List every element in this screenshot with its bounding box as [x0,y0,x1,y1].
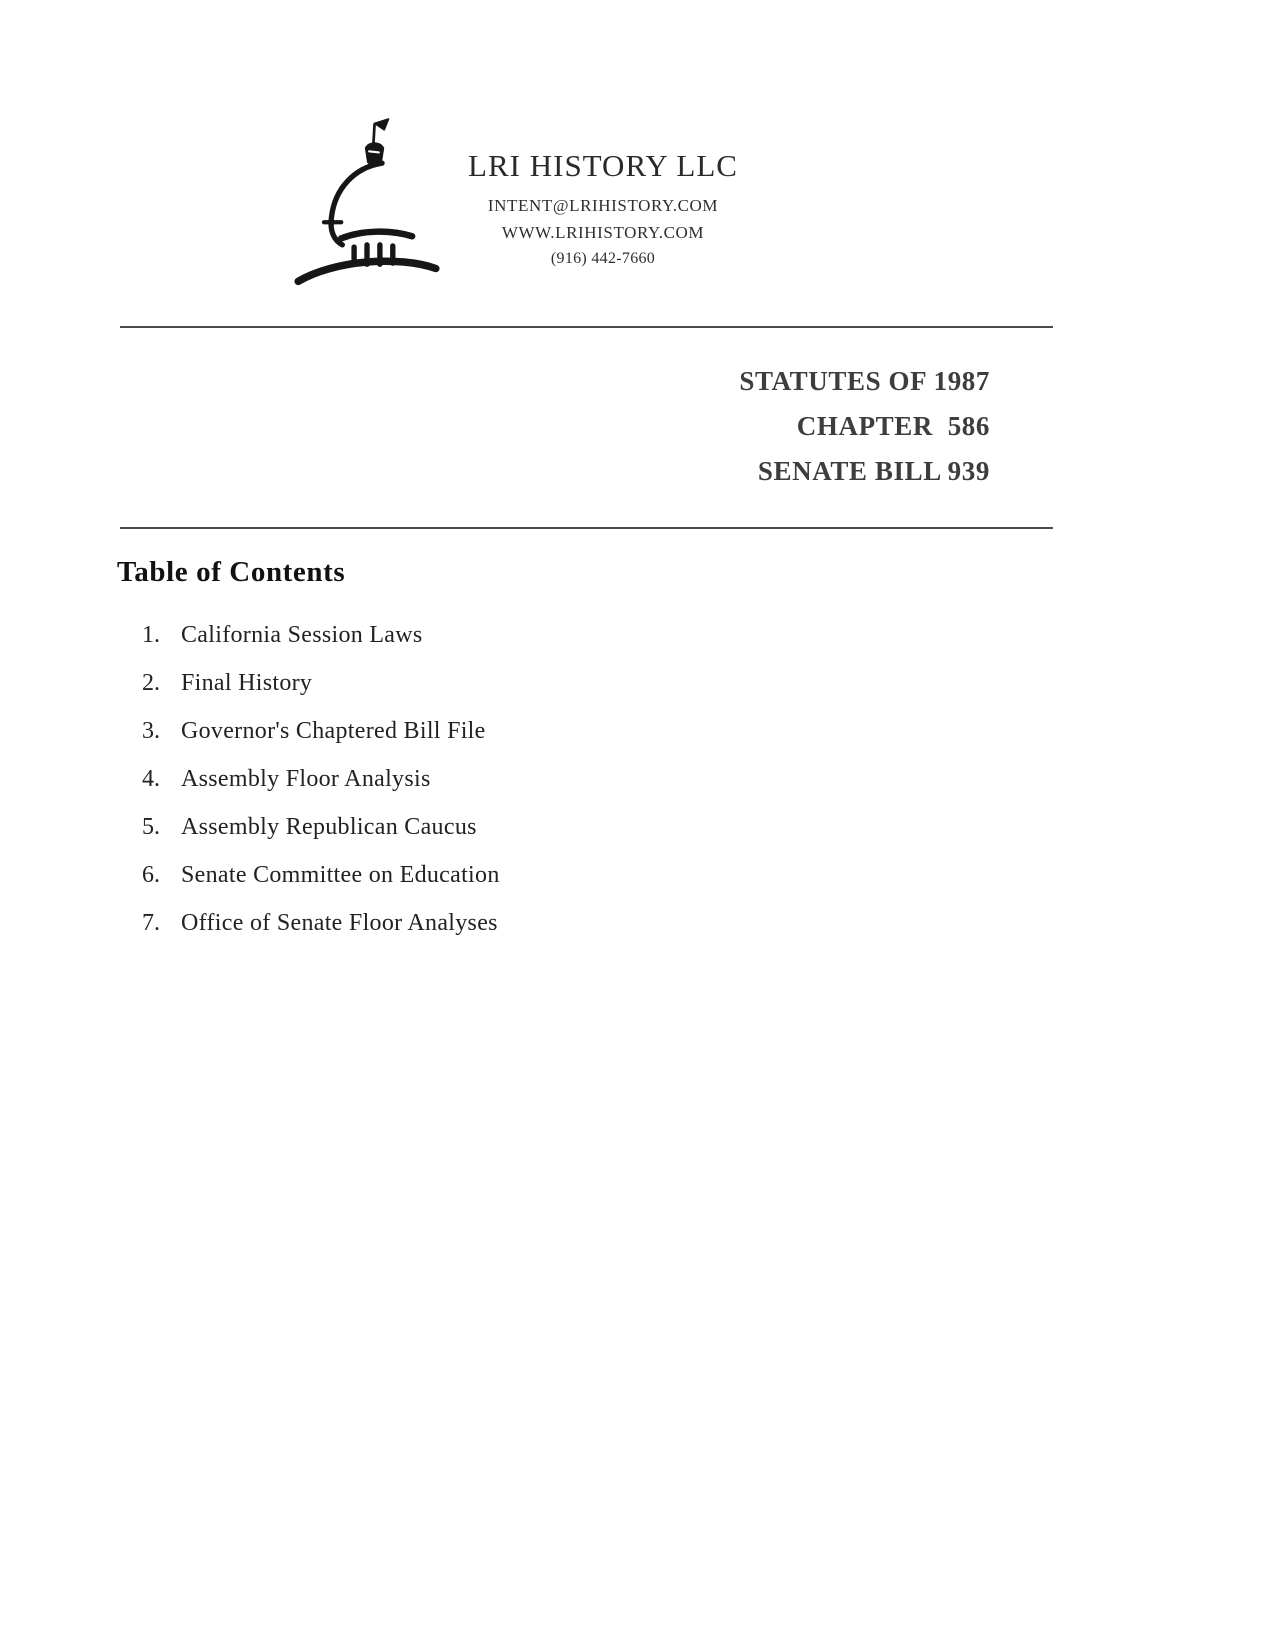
company-name: LRI HISTORY LLC [468,148,738,183]
statute-title-block [0,366,990,501]
logo-base-swoosh [298,261,436,281]
toc-item [142,862,500,889]
toc-item-number: 4. [142,766,160,792]
logo-flag [375,119,389,130]
toc-item-number: 7. [142,910,160,936]
logo-cupola-highlight [369,151,379,152]
toc-item [142,910,500,937]
logo-entablature [341,232,412,239]
toc-heading: Table of Contents [117,556,346,588]
toc-item-label: Office of Senate Floor Analyses [181,910,498,936]
letterhead [436,148,770,268]
toc-item [142,718,500,745]
toc-item-number: 2. [142,670,160,696]
capitol-logo-icon [288,118,446,290]
toc-item-label: Final History [181,670,313,696]
toc-item [142,622,500,649]
toc-item [142,814,500,841]
toc-list [142,622,500,958]
toc-item [142,670,500,697]
toc-item [142,766,500,793]
logo-flag-pole [373,124,374,143]
divider-top [120,326,1053,328]
toc-item-number: 6. [142,862,160,888]
toc-item-label: Assembly Floor Analysis [181,766,431,792]
toc-item-label: California Session Laws [181,622,423,648]
company-website: WWW.LRIHISTORY.COM [501,223,705,242]
statutes-year-line: STATUTES OF 1987 [739,366,990,396]
toc-item-label: Governor's Chaptered Bill File [181,718,486,744]
toc-item-number: 1. [142,622,160,648]
chapter-line: CHAPTER 586 [796,411,990,441]
company-phone: (916) 442-7660 [550,250,656,267]
toc-item-label: Assembly Republican Caucus [181,814,477,840]
divider-bottom [120,527,1053,529]
senate-bill-line: SENATE BILL 939 [757,456,990,486]
toc-item-number: 3. [142,718,160,744]
toc-item-number: 5. [142,814,160,840]
toc-item-label: Senate Committee on Education [181,862,500,888]
company-email: INTENT@LRIHISTORY.COM [487,196,719,215]
